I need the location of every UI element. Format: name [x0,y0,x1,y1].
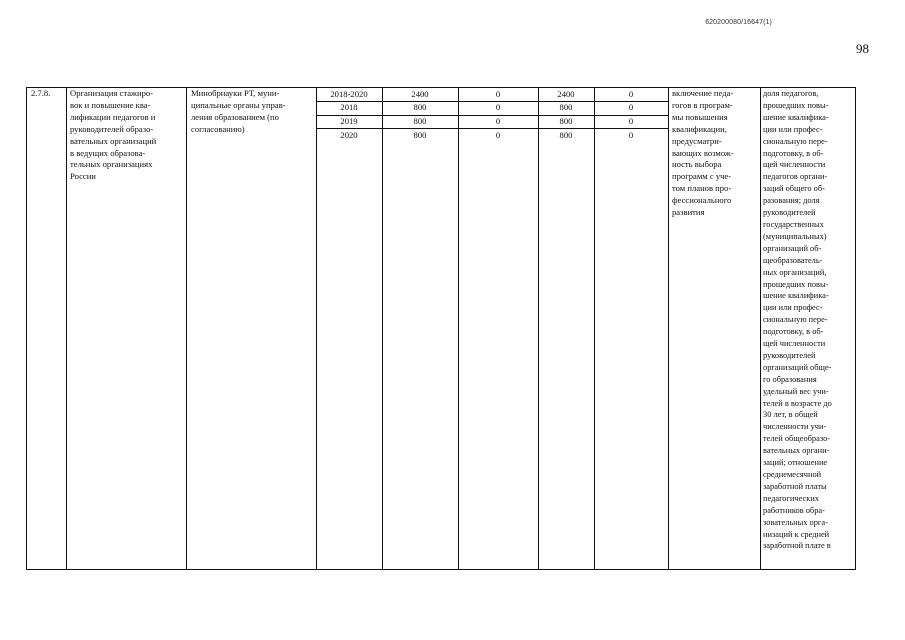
measures-table [26,87,856,570]
funding-total: 800 [413,130,427,140]
funding-regional: 800 [559,130,573,140]
funding-federal: 0 [495,116,501,126]
funding-total: 800 [413,116,427,126]
funding-other: 0 [628,102,634,112]
page-number: 98 [856,41,869,56]
expected-result-text: включение педа- гогов в програм- мы повышения квалификации, предусматри- вающих возмож- ность выбора программ с уче- том планов про- фессионального развития [672,88,734,218]
indicator-text: доля педагогов, прошедших повы- шение квалифика- ции или профес- сиональную пере- подготовку, в об- щей численности педагогов органи- заций общего об- разования; доля руководителей государственных (муниципальных) организаций об- щеобразователь- ных организаций, прошедших повы- шение квалифика- ции или профес- сиональную пере- подготовку, в об- щей численности руководителей организаций обще- го образования удельный вес учи- телей в возрасте до 30 лет, в общей численности учи- телей общеобразо- вательных органи- заций; отношение среднемесячной заработной платы педагогических работников обра- зовательных орга- низаций к средней заработной плате в [763,89,832,551]
funding-total: 2400 [411,89,429,99]
funding-regional: 2400 [557,89,575,99]
funding-regional: 800 [559,116,573,126]
row-number: 2.7.8. [31,88,51,98]
funding-period: 2019 [340,116,358,126]
funding-federal: 0 [495,130,501,140]
activity-text: Организация стажиро- вок и повышение ква- лификации педагогов и руководителей образо- вательных организаций в ведущих образова- тельных организациях России [70,88,157,182]
column-divider [382,88,383,569]
column-divider [760,88,761,569]
executor-text: Минобрнауки РТ, муни- ципальные органы управ- ления образованием (по согласованию) [191,88,286,134]
column-divider [66,88,67,569]
funding-period: 2018 [340,102,358,112]
funding-period: 2018-2020 [330,89,368,99]
year-row-divider [316,128,668,129]
column-divider [668,88,669,569]
column-divider [458,88,459,569]
funding-other: 0 [628,116,634,126]
funding-other: 0 [628,130,634,140]
funding-regional: 800 [559,102,573,112]
funding-federal: 0 [495,89,501,99]
funding-total: 800 [413,102,427,112]
funding-period: 2020 [340,130,358,140]
column-divider [316,88,317,569]
column-divider [186,88,187,569]
funding-federal: 0 [495,102,501,112]
funding-other: 0 [628,89,634,99]
document-id: 620200080/16647(1) [705,19,772,26]
column-divider [594,88,595,569]
column-divider [538,88,539,569]
